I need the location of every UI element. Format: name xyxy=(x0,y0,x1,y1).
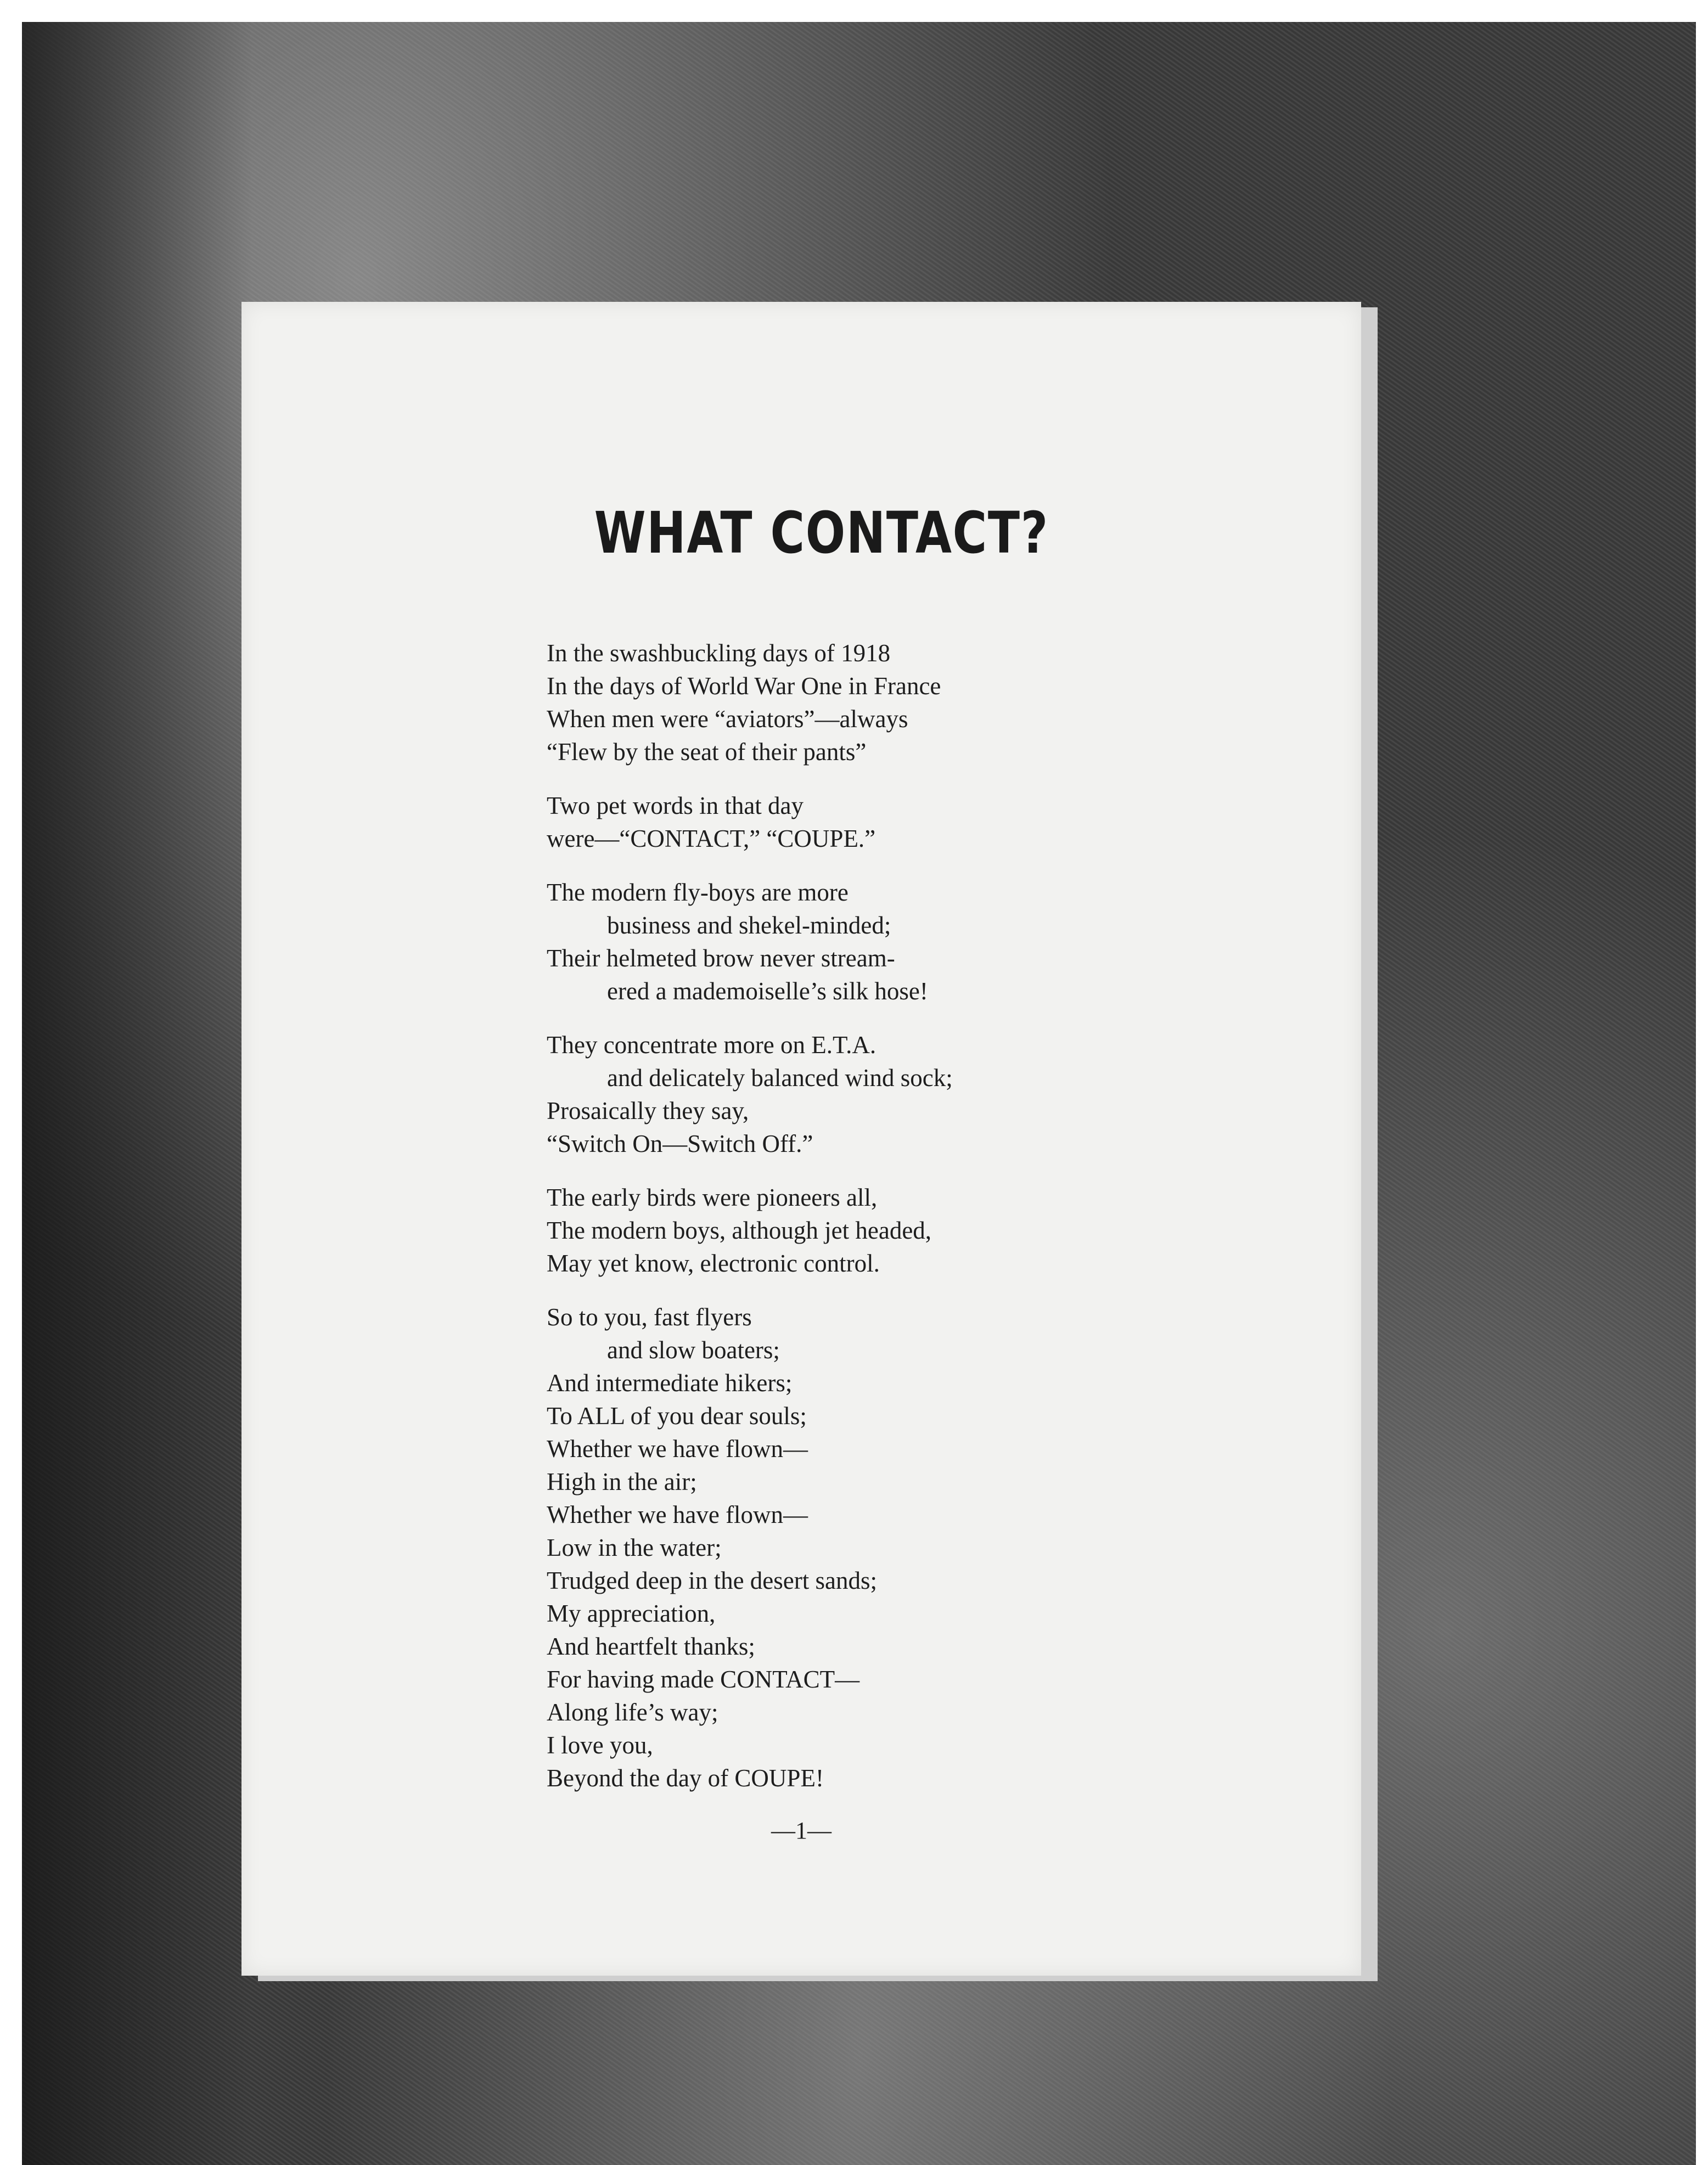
poem-line: The modern fly-boys are more xyxy=(547,879,849,906)
poem-line: The early birds were pioneers all, xyxy=(547,1184,878,1211)
poem-line: The modern boys, although jet headed, xyxy=(547,1217,932,1244)
poem-line: “Flew by the seat of their pants” xyxy=(547,738,867,766)
poem-line: So to you, fast flyers xyxy=(547,1303,752,1331)
poem-line: Prosaically they say, xyxy=(547,1097,749,1124)
poem-line: Along life’s way; xyxy=(547,1699,718,1726)
poem-line: Beyond the day of COUPE! xyxy=(547,1764,824,1792)
poem-line: Low in the water; xyxy=(547,1534,722,1561)
poem-line: And heartfelt thanks; xyxy=(547,1633,755,1660)
poem-line: When men were “aviators”—always xyxy=(547,705,908,733)
poem-line: Whether we have flown— xyxy=(547,1435,808,1463)
poem-line: To ALL of you dear souls; xyxy=(547,1402,807,1430)
poem-line: were—“CONTACT,” “COUPE.” xyxy=(547,825,876,852)
page-number: —1— xyxy=(771,1817,831,1844)
poem-line: business and shekel-minded; xyxy=(607,912,891,939)
stanza xyxy=(547,789,1288,855)
poem-body xyxy=(547,637,1288,1815)
stanza xyxy=(547,1028,1288,1160)
poem-line: For having made CONTACT— xyxy=(547,1666,860,1693)
poem-line: In the days of World War One in France xyxy=(547,672,941,700)
poem-line: High in the air; xyxy=(547,1468,697,1495)
stanza xyxy=(547,637,1288,768)
poem-line: They concentrate more on E.T.A. xyxy=(547,1031,877,1059)
stanza xyxy=(547,876,1288,1008)
poem-page xyxy=(241,302,1361,1976)
poem-line: and delicately balanced wind sock; xyxy=(607,1064,953,1092)
stanza xyxy=(547,1301,1288,1795)
poem-title: WHAT CONTACT? xyxy=(594,499,1049,566)
stanza xyxy=(547,1181,1288,1280)
poem-line: May yet know, electronic control. xyxy=(547,1250,880,1277)
poem-line: Whether we have flown— xyxy=(547,1501,808,1528)
poem-line: I love you, xyxy=(547,1731,653,1759)
poem-line: ered a mademoiselle’s silk hose! xyxy=(607,977,928,1005)
poem-line: “Switch On—Switch Off.” xyxy=(547,1130,813,1157)
poem-line: Trudged deep in the desert sands; xyxy=(547,1567,877,1594)
poem-line: and slow boaters; xyxy=(607,1336,780,1364)
poem-line: My appreciation, xyxy=(547,1600,716,1627)
poem-line: In the swashbuckling days of 1918 xyxy=(547,639,891,667)
background-shadow xyxy=(22,22,252,2165)
poem-line: And intermediate hikers; xyxy=(547,1369,793,1397)
poem-line: Two pet words in that day xyxy=(547,792,804,819)
poem-line: Their helmeted brow never stream- xyxy=(547,944,895,972)
